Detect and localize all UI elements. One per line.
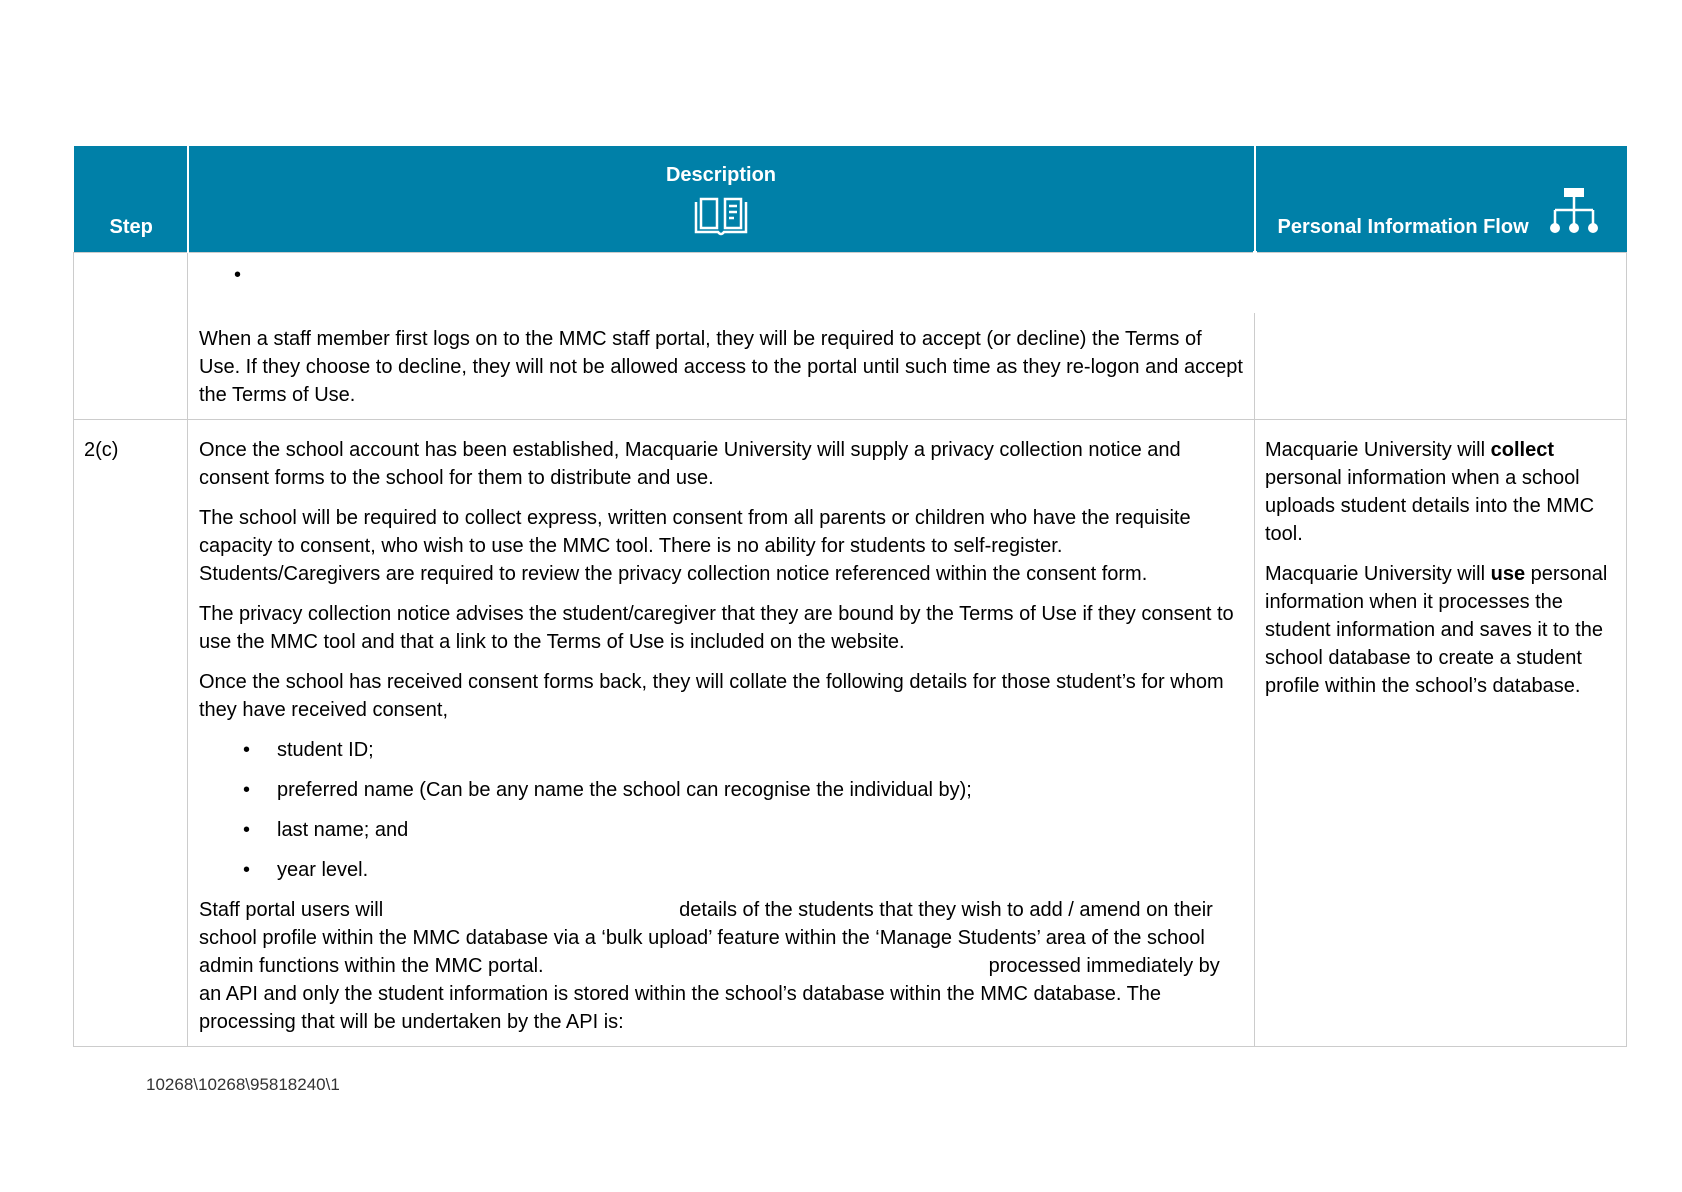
document-reference: 10268\10268\95818240\1 [146, 1075, 340, 1094]
flow-keyword: collect [1490, 439, 1554, 462]
bullet-marker: • [234, 264, 242, 286]
header-description [188, 146, 1255, 253]
bullet-marker: • [243, 739, 251, 762]
list-item [199, 736, 1244, 776]
header-step-label: Step [109, 216, 153, 238]
step-cell [74, 253, 188, 420]
list-item [199, 776, 1244, 816]
flow-keyword: use [1490, 563, 1526, 586]
header-personal-information-flow [1255, 146, 1627, 253]
step-cell [74, 420, 188, 1047]
description-cell [188, 253, 1255, 420]
table-row [74, 253, 1627, 420]
cell-divider-gap [1253, 251, 1257, 313]
list-item-text: student ID; [277, 739, 374, 762]
flow-cell [1255, 420, 1627, 1047]
bullet-marker: • [243, 859, 251, 882]
description-cell [188, 420, 1255, 1047]
description-paragraph: Once the school account has been established, Macquarie University will supply a privacy collection notice and consent forms to the school for them to distribute and use. [199, 439, 1181, 490]
paragraph-segment: Staff portal users will [199, 899, 384, 922]
list-item-text: year level. [277, 859, 369, 882]
bullet-marker: • [243, 779, 251, 802]
description-paragraph: The privacy collection notice advises the student/caregiver that they are bound by the Terms of Use if they consent to use the MMC tool and that a link to the Terms of Use is included on the website. [199, 603, 1234, 654]
bullet-marker: • [243, 819, 251, 842]
description-paragraph: The school will be required to collect express, written consent from all parents or children who have the requisite capacity to consent, who wish to use the MMC tool. There is no ability for students to self-register. Students/Caregivers are required to review the privacy collection notice referenced within the consent form. [199, 507, 1191, 586]
flow-paragraph [1265, 560, 1616, 700]
flow-cell [1255, 253, 1627, 420]
list-item [199, 856, 1244, 896]
list-item-text: preferred name (Can be any name the school can recognise the individual by); [277, 779, 972, 802]
book-icon [694, 196, 748, 238]
description-paragraph: Once the school has received consent forms back, they will collate the following details for those student’s for whom they have received consent, [199, 671, 1224, 722]
flow-text: personal information when it processes the student information and saves it to the school database to create a student profile within the school’s database. [1265, 563, 1608, 698]
table-header-row [74, 146, 1627, 253]
table-row [74, 420, 1627, 1047]
process-table [73, 146, 1627, 1047]
flow-text: personal information when a school uploads student details into the MMC tool. [1265, 467, 1595, 546]
flow-paragraph [1265, 436, 1616, 548]
flow-text: Macquarie University will [1265, 439, 1486, 462]
paragraph-segment: processed immediately by an API and only the student information is stored within the school’s database within the MMC database. The processing that will be undertaken by the API is: [199, 955, 1220, 1034]
flow-text: Macquarie University will [1265, 563, 1486, 586]
description-paragraph: When a staff member first logs on to the MMC staff portal, they will be required to accept (or decline) the Terms of Use. If they choose to decline, they will not be allowed access to the portal until such time as they re-logon and accept the Terms of Use. [199, 328, 1243, 406]
details-list [199, 736, 1244, 896]
list-item-text: last name; and [277, 819, 409, 842]
header-flow-label: Personal Information Flow [1277, 216, 1529, 238]
hierarchy-icon [1549, 186, 1599, 236]
step-label: 2(c) [84, 439, 119, 462]
paragraph-segment: details of the students that they wish to add / amend on their school profile within the MMC database via a ‘bulk upload’ feature within the ‘Manage Students’ area of the school admin functions within the MMC portal. [199, 899, 1213, 978]
header-step [74, 146, 188, 253]
list-item [199, 816, 1244, 856]
header-description-label: Description [665, 164, 777, 186]
description-paragraph [199, 896, 1244, 1036]
